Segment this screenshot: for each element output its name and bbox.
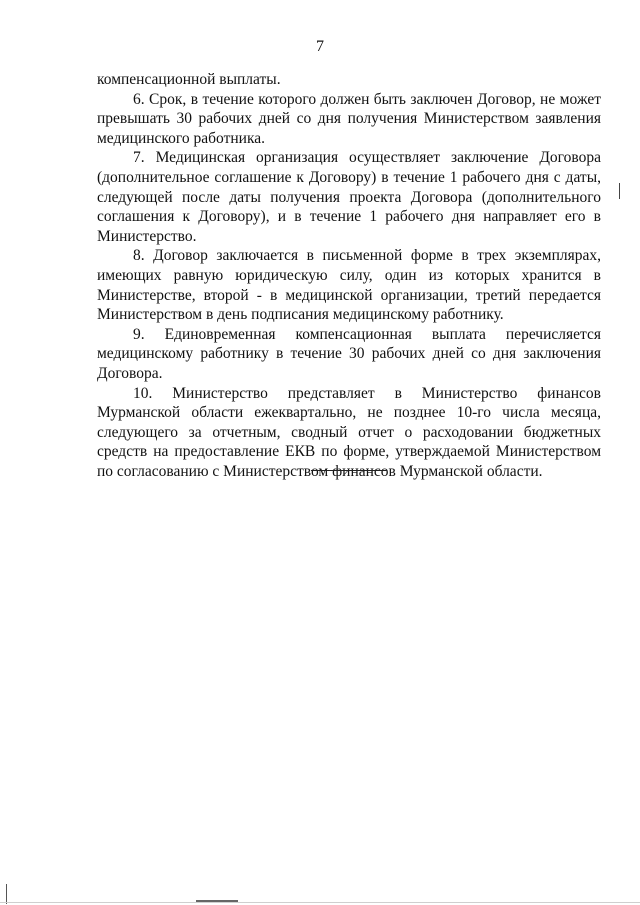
paragraph-item-10: 10. Министерство представляет в Министерство финансов Мурманской области ежеквартально, не позднее 10-го числа месяца, следующего за отчетным, сводный отчет о расходовании бюджетных средств на предоставление ЕКВ по форме, утверждаемой Министерством по согласованию с Министерством финансов Мурманской области.: [97, 384, 601, 480]
paragraph-item-9: 9. Единовременная компенсационная выплата перечисляется медицинскому работнику в течение 30 рабочих дней со дня заключения Договора.: [97, 325, 601, 382]
paragraph-continuation: компенсационной выплаты.: [97, 71, 281, 88]
end-of-document-rule: [311, 470, 387, 471]
scan-artifact-left: [6, 884, 7, 904]
paragraph-item-7: 7. Медицинская организация осуществляет заключение Договора (дополнительное соглашение к Договору) в течение 1 рабочего дня с даты, следующей после даты получения проекта Договора (дополнительного соглашения к Договору), и в течение 1 рабочего дня направляет его в Министерство.: [97, 149, 601, 245]
margin-mark: [619, 183, 620, 199]
document-body: [97, 70, 601, 481]
scan-edge-line: [0, 902, 640, 903]
paragraph-item-6: 6. Срок, в течение которого должен быть заключен Договор, не может превышать 30 рабочих дней со дня получения Министерством заявления медицинского работника.: [97, 90, 601, 147]
paragraph-item-8: 8. Договор заключается в письменной форме в трех экземплярах, имеющих равную юридическую силу, один из которых хранится в Министерстве, второй - в медицинской организации, третий передается Министерством в день подписания медицинскому работнику.: [97, 247, 601, 324]
page-number: 7: [316, 38, 324, 55]
